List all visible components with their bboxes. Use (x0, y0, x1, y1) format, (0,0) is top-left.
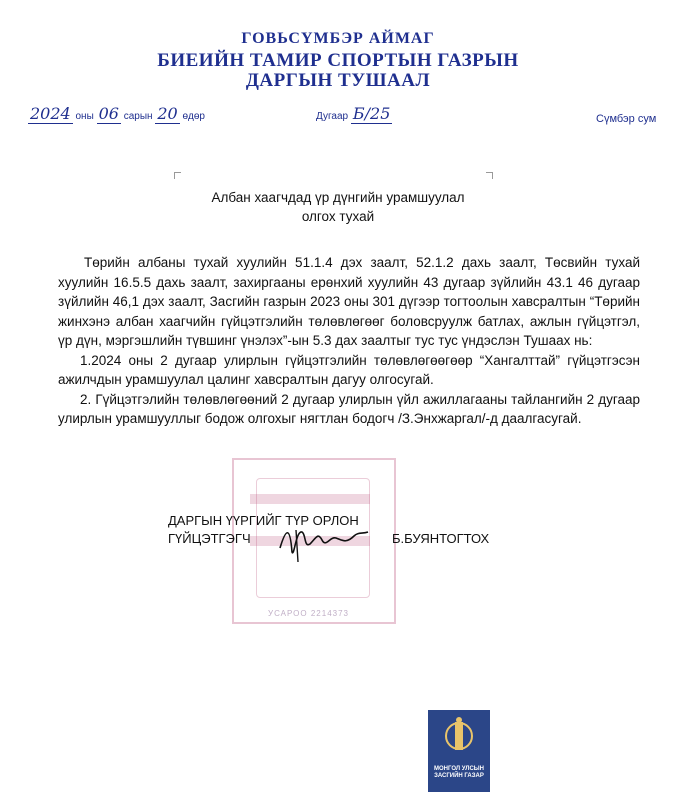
body-item-1: 1.2024 оны 2 дугаар улирлын гүйцэтгэлийн төлөвлөгөөгөөр “Хангалттай” гүйцэтгэсэн ажилчдын урамшуулал цалинг хавсралтын дагуу олгосугай. (58, 352, 640, 387)
date-month-label: сарын (123, 111, 153, 122)
signer-name: Б.БУЯНТОГТОХ (392, 531, 490, 546)
date-line (28, 104, 205, 123)
number-value: Б/25 (352, 104, 391, 123)
org-name-title: БИЕИЙН ТАМИР СПОРТЫН ГАЗРЫН (157, 50, 519, 71)
stamp-text: УСАРОО 2214373 (268, 609, 349, 618)
document-subject (0, 188, 676, 226)
number-label: Дугаар (316, 111, 349, 122)
subject-line-2: олгох тухай (301, 209, 375, 224)
subject-corner-right (486, 172, 493, 179)
subject-corner-left (174, 172, 181, 179)
body-preamble: Төрийн албаны тухай хуулийн 51.1.4 дэх заалт, 52.1.2 дахь заалт, Төсвийн тухай хуулийн 16.5.5 дахь заалт, захиргааны ерөнхий хуулийн 43 дугаар зүйлийн 43.1 46 дугаар зүйлийн 46,1 дэх заалт, Засгийн газрын 2023 оны 301 дүгээр тогтоолын хавсралтын “Төрийн жинхэнэ албан хаагчийн гүйцэтгэлийн төлөвлөгөөг боловсруулж батлах, ажлын гүйцэтгэл, үр дүн, мэргэшлийн түвшинг үнэлэх”-ын 5.3 дах заалтыг тус тус үндэслэн Тушаах нь: (58, 255, 640, 348)
document-type-title: ДАРГЫН ТУШААЛ (245, 70, 431, 91)
date-day-label: өдөр (182, 111, 205, 122)
date-year-label: оны (75, 111, 94, 122)
body-item-2: 2. Гүйцэтгэлийн төлөвлөгөөний 2 дугаар улирлын үйл ажиллагааны тайлангийн 2 дугаар улирлын урамшууллыг бодож олгохыг нягтлан бодогч /З.Энхжаргал/-д даалгасугай. (58, 391, 640, 426)
handwritten-signature (276, 518, 372, 564)
document-place: Сүмбэр сум (596, 113, 657, 125)
emblem-caption-line-1: МОНГОЛ УЛСЫН (434, 766, 484, 772)
soyombo-icon (428, 710, 490, 764)
document-body (58, 253, 640, 429)
emblem-caption (428, 766, 490, 780)
signer-title-line-1: ДАРГЫН ҮҮРГИЙГ ТҮР ОРЛОН (168, 513, 359, 528)
date-day: 20 (157, 104, 178, 123)
signer-title-line-2: ГҮЙЦЭТГЭГЧ (168, 531, 251, 546)
government-emblem (428, 710, 490, 792)
document-number (316, 104, 392, 123)
subject-line-1: Албан хаагчдад үр дүнгийн урамшуулал (211, 190, 465, 205)
org-region-title: ГОВЬСҮМБЭР АЙМАГ (241, 30, 435, 47)
date-year: 2024 (30, 104, 71, 123)
date-month: 06 (98, 104, 119, 123)
stamp-mark-top (250, 494, 370, 504)
emblem-caption-line-2: ЗАСГИЙН ГАЗАР (434, 773, 484, 779)
